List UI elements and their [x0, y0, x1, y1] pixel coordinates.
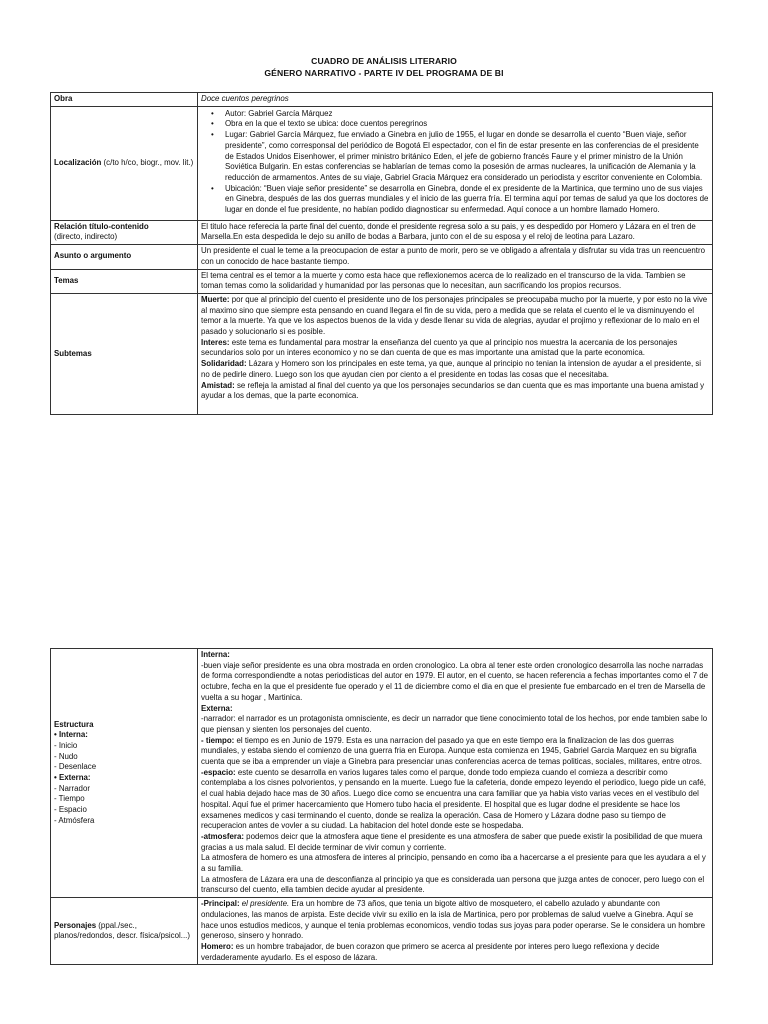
interna-text: -buen viaje señor presidente es una obra mostrada en orden cronologico. La obra al tener este orden cronologico desarrolla las noche narradas de forma correspondiendte a notas periodisticas del autor en 1979. El autor, en el cuento, se hacen referencia a fechas importantes como el 7 de octubre, fecha en la que el presidente fue operado y el 11 de diciembre como el dia en que el presiente fue embarcado en el tren de Marsella de vuelta a su hogar , Martinica.	[201, 660, 709, 702]
bullet-lugar: • Lugar: Gabriel García Márquez, fue enviado a Ginebra en julio de 1955, el lugar en donde se desarrolla el cuento “Buen viaje, señor presidente”, como corresponsal del periódico de Bogotá El espectador, con el fin de estar presente en las conferencias de el presidente de Estados Unidos Eisenhower, el primer ministro británico Eden, el jefe de gobierno francés Faure y el primer ministro de la Unión Soviética Bulgarin. En estas conferencias se hablarían de temas como la posesión de armas nucleares, la unificación de Alemania y la reducción de armamentos. Antes de su viaje, Gabriel Gracia Márquez era considerado un periodista y escritor conveniente en Colombia.	[225, 130, 709, 184]
analysis-table-part2	[50, 648, 713, 965]
row-subtemas	[51, 293, 713, 414]
label-localizacion-note: (c/to h/co, biogr., mov. lit.)	[101, 157, 194, 167]
subtema-interes	[201, 338, 709, 359]
label-estructura-line: - Inicio	[54, 740, 78, 750]
label-estructura-line: Estructura	[54, 719, 94, 729]
subtema-text: se refleja la amistad al final del cuento ya que los personajes secundarios se dan cuenta que es mas importante una buena amistad y ayudar a los demas, que la parte economica.	[201, 380, 705, 401]
row-relacion	[51, 220, 713, 244]
row-asunto	[51, 245, 713, 269]
label-relacion	[51, 220, 198, 244]
atmosfera-text: podemos deicr que la atmosfera aque tiene el presidente es una atmosfera de saber que puede existir la posibilidad de que muera gracias a us mala salud. El decide terminar de vivir comun y corriente.	[201, 831, 703, 852]
label-personajes-main: Personajes	[54, 920, 97, 930]
analysis-table-part1	[50, 92, 713, 415]
label-estructura	[51, 649, 198, 898]
label-estructura-line: - Narrador	[54, 783, 90, 793]
label-subtemas: Subtemas	[51, 293, 198, 414]
subtema-amistad	[201, 381, 709, 402]
row-personajes	[51, 898, 713, 965]
principal-name: el presidente.	[239, 899, 290, 909]
atmosfera-homero: La atmosfera de homero es una atmosfera de interes al principio, pensando en como iba a hacercarse a el presiente para que les ayudara a el y a su familia.	[201, 853, 706, 874]
bullet-obra: • Obra en la que el texto se ubica: doce cuentos peregrinos	[225, 119, 709, 130]
label-estructura-line: - Tiempo	[54, 794, 85, 804]
label-personajes-note: (ppal./sec., planos/redondos, descr. física/psicol...)	[54, 920, 190, 941]
label-localizacion-main: Localización	[54, 157, 102, 167]
document-title-line1: CUADRO DE ANÁLISIS LITERARIO	[311, 56, 457, 66]
value-localizacion	[198, 106, 713, 220]
homero-text: es un hombre trabajador, de buen corazon que primero se acerca al presidente por interes pero luego reflexiona y decide verdaderamente ayudarlo. Es el esposo de lázara.	[201, 941, 660, 962]
value-estructura	[198, 649, 713, 898]
subtema-text: por que al principio del cuento el presidente uno de los personajes principales se preocupaba mucho por la muerte, y por esto no la vive al maximo sino que siempre esta pensando en cuand llegara el fin de su vida, pero a medida que se relata el cuento el le va disminuyendo el temor a la muerte. Ya que ve los aspectos buenos de la vida y desde llenar su vida de alegrias, ayudar el projimo y reflexionar de lo malo en el pasado y solucionarlo si es posible.	[201, 294, 708, 337]
atmosfera-paragraph	[201, 832, 709, 853]
label-asunto: Asunto o argumento	[51, 245, 198, 269]
bullet-autor: • Autor: Gabriel García Márquez	[225, 109, 709, 120]
principal-paragraph	[201, 899, 709, 942]
label-estructura-line: • Interna:	[54, 730, 88, 740]
interna-heading: Interna:	[201, 650, 230, 659]
narrador-text: -narrador: el narrador es un protagonista omnisciente, es decir un narrador que tiene conocimiento total de los hechos, por ende tambien sabe lo que piensan y sienten los personajes del cuento.	[201, 714, 708, 734]
label-estructura-line: • Externa:	[54, 773, 91, 783]
externa-heading: Externa:	[201, 703, 233, 713]
atmosfera-term: -atmosfera:	[201, 831, 244, 841]
homero-term: Homero:	[201, 941, 234, 951]
principal-text: Era un hombre de 73 años, que tenia un bigote altivo de mosquetero, el cabello azulado y abundante con ondulaciones, las manos de arpista. Este decide vivir su exilio en la isla de Martinica, pero por problemas de salud vuelve a Ginebra. Aquí se hace unos estudios medicos, y aunque el tenia problemas economicos, vendio todas sus joyas para poder operarse. Se le considera un hombre generoso, sinsero y honrado.	[201, 899, 705, 941]
atmosfera-lazara: La atmosfera de Lázara era una de desconfianza al principio ya que es considerada uan persona que juzga antes de conocer, pero luego con el transcurso del cuento, ella tambien decide ayudar al presidente.	[201, 874, 705, 895]
value-subtemas	[198, 293, 713, 414]
document-title-line2: GÉNERO NARRATIVO - PARTE IV DEL PROGRAMA DE BI	[264, 68, 504, 78]
label-estructura-line: - Espacio	[54, 805, 87, 815]
row-temas	[51, 269, 713, 293]
label-obra: Obra	[51, 93, 198, 107]
label-estructura-line: - Desenlace	[54, 762, 97, 772]
value-temas: El tema central es el temor a la muerte y como esta hace que reflexionemos acerca de lo realizado en el transcurso de la vida. Tambien se toman temas como la solidaridad y humanidad por las personas que lo necesitan, aun sacrificando los propios recursos.	[198, 269, 713, 293]
subtema-text: este tema es fundamental para mostrar la enseñanza del cuento ya que al principio nos muestra la acercania de los personajes secundarios solo por un interes economico y no se dan cuenta de que es mas importante una amistad que la parte economica.	[201, 337, 678, 358]
subtema-term: Solidaridad:	[201, 359, 247, 369]
subtema-text: Lázara y Homero son los principales en este tema, ya que, aunque al principio no tenian la intension de ayudar a el presidente, si no de pedirle dinero. Luego son los que ayudan cien por ciento a el presidente en todas las cosas que el necesitaba.	[201, 359, 702, 379]
espacio-term: -espacio:	[201, 767, 236, 777]
subtema-term: Muerte:	[201, 294, 230, 304]
value-personajes	[198, 898, 713, 965]
label-localizacion	[51, 106, 198, 220]
principal-term: -Principal:	[201, 899, 240, 909]
homero-paragraph	[201, 942, 709, 963]
label-relacion-main: Relación título-contenido	[54, 221, 149, 231]
label-temas: Temas	[51, 269, 198, 293]
label-estructura-line: - Nudo	[54, 751, 78, 761]
value-obra: Doce cuentos peregrinos	[198, 93, 713, 107]
localizacion-bullet-list	[201, 109, 709, 216]
row-obra	[51, 93, 713, 107]
label-personajes	[51, 898, 198, 965]
subtema-term: Amistad:	[201, 380, 235, 390]
subtema-muerte	[201, 295, 709, 338]
tiempo-paragraph	[201, 736, 709, 768]
subtema-term: Interes:	[201, 337, 230, 347]
bullet-ubicacion: • Ubicación: “Buen viaje señor presidente” se desarrolla en Ginebra, donde el ex presidente de la Martinica, que termino uno de sus viajes en Ginebra, después de las dos guerras mundiales y el inicio de las guerra fría. El termina aquí por temas de salud ya que los doctores de lugar en donde el fue presidente, no habían podido diagnosticar su enfermedad. Aquí conoce a un hombre llamado Homero.	[225, 184, 709, 216]
subtema-solidaridad	[201, 359, 709, 380]
espacio-text: este cuento se desarrolla en varios lugares tales como el parque, donde todo empieza cuando el comieza a describir como contemplaba a los cisnes polvorientos, y pensando en la muerte. Luego fue la cafeteria, donde empezo leyendo el periodico, luego pide un café, el cual habia dejado hace mas de 30 años. Luego dice como se encuentra una cara familiar que ya habia visto varias veces en el vestibulo del hospital. Aquí fue el primer hacercamiento que Homero tubo hacia el presidente. El hospital que es lugar dodne el presidente se hace los exsamenes medicos y casi terminando el cuento, donde se realiza la operación. Casa de Homero y Lázara dodne paso su tiempo de recuperacion antes de vovler a su ciudad. La habitacion del hotel donde este se hospedaba.	[201, 767, 706, 831]
espacio-paragraph	[201, 768, 709, 832]
value-relacion: El titulo hace referecia la parte final del cuento, donde el presidente regresa solo a su pais, y es despedido por Homero y Lázara en el tren de Marsella.En esta despedida le dejo su anillo de bodas a Barbara, junto con el de su esposa y el reloj de leotina para Lazaro.	[198, 220, 713, 244]
value-asunto: Un presidente el cual le teme a la preocupacion de estar a punto de morir, pero se ve obligado a afrentala y disfrutar su vida tras un reencuentro con un conocido de hace bastante tiempo.	[198, 245, 713, 269]
row-estructura	[51, 649, 713, 898]
row-localizacion	[51, 106, 713, 220]
tiempo-text: el tiempo es en Junio de 1979. Esta es una narracion del pasado ya que en este tiempo era la finalizacion de las dos guerras mundiales, y estaba siendo el comienzo de una guerra fria en Europa. Aunque esta comienza en 1945, Gabriel Garcia Marquez en su bigrafia cuenta que se iba a emprender un viaje a Ginebra para presenciar unas conferencias acerca de temas politicas, sociales, militares, entre otros.	[201, 735, 702, 767]
tiempo-term: - tiempo:	[201, 735, 235, 745]
label-relacion-note: (directo, indirecto)	[54, 232, 118, 242]
label-estructura-line: - Atmósfera	[54, 815, 95, 825]
